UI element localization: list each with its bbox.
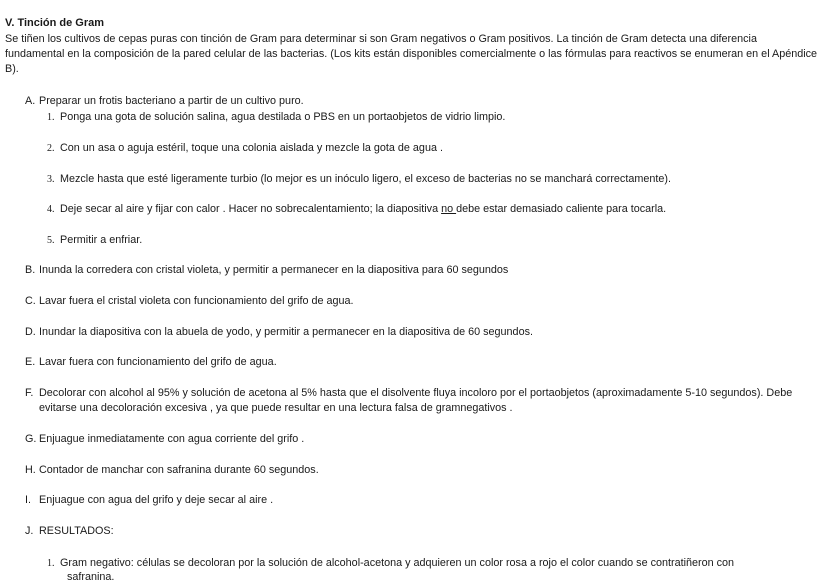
substep-5 [47, 233, 142, 248]
step-h [25, 463, 319, 478]
step-letter: G. [25, 433, 37, 445]
section-number: V. [5, 17, 15, 29]
step-text: RESULTADOS: [39, 525, 114, 537]
step-b [25, 263, 508, 278]
substep-text-before: Deje secar al aire y fijar con calor . Hacer no sobrecalentamiento; la diapositiva [60, 203, 442, 215]
step-letter: D. [25, 326, 36, 338]
substep-number: 4. [47, 204, 55, 215]
step-letter: B. [25, 264, 36, 276]
substep-3 [47, 172, 671, 187]
step-text: Inunda la corredera con cristal violeta, y permitir a permanecer en la diapositiva para 60 segundos [39, 264, 509, 276]
step-text: Lavar fuera el cristal violeta con funcionamiento del grifo de agua. [39, 295, 354, 307]
substep-text: Ponga una gota de solución salina, agua destilada o PBS en un portaobjetos de vidrio limpio. [60, 111, 506, 123]
result-number: 1. [47, 558, 55, 569]
substep-text-after: debe estar demasiado caliente para tocarla. [456, 203, 667, 215]
step-text: Decolorar con alcohol al 95% y solución de acetona al 5% hasta que el disolvente fluya incoloro por el portaobjetos (aproximadamente 5-10 segundos). Debe [39, 387, 793, 399]
step-c [25, 294, 354, 309]
step-letter: F. [25, 387, 34, 399]
result-1-continuation: safranina. [67, 571, 115, 583]
step-e [25, 355, 277, 370]
substep-text: Con un asa o aguja estéril, toque una colonia aislada y mezcle la gota de agua . [60, 142, 443, 154]
substep-4 [47, 202, 666, 217]
step-j [25, 524, 114, 539]
step-text: Preparar un frotis bacteriano a partir de un cultivo puro. [39, 95, 304, 107]
substep-text: Permitir a enfriar. [60, 234, 143, 246]
substep-number: 2. [47, 143, 55, 154]
step-text: Enjuague inmediatamente con agua corriente del grifo . [39, 433, 305, 445]
result-1 [47, 556, 734, 571]
step-letter: A. [25, 95, 36, 107]
substep-2 [47, 141, 443, 156]
substep-text-underlined: no [441, 203, 457, 215]
section-title: Tinción de Gram [17, 17, 105, 29]
substep-text: Mezcle hasta que esté ligeramente turbio (lo mejor es un inóculo ligero, el exceso de bacterias no se manchará correctamente). [60, 173, 671, 185]
step-text: Contador de manchar con safranina durante 60 segundos. [39, 464, 319, 476]
step-g [25, 432, 304, 447]
step-f-continuation: evitarse una decoloración excesiva , ya que puede resultar en una lectura falsa de gramnegativos . [39, 402, 513, 414]
step-a [25, 94, 304, 109]
step-text: Enjuague con agua del grifo y deje secar al aire . [39, 494, 274, 506]
result-text: Gram negativo: células se decoloran por la solución de alcohol-acetona y adquieren un color rosa a rojo el color cuando se contratiñeron con [60, 557, 735, 569]
step-d [25, 325, 533, 340]
substep-number: 3. [47, 174, 55, 185]
section-heading [5, 16, 104, 31]
step-letter: E. [25, 356, 36, 368]
intro-paragraph: Se tiñen los cultivos de cepas puras con tinción de Gram para determinar si son Gram negativos o Gram positivos. La tinción de Gram detecta una diferencia fundamental en la composición de la pared celular de las bacterias. (Los kits están disponibles comercialmente o las fórmulas para reactivos se enumeran en el Apéndice B). [5, 33, 818, 75]
step-letter: H. [25, 464, 36, 476]
step-letter: C. [25, 295, 36, 307]
step-letter: I. [25, 494, 31, 506]
step-text: Lavar fuera con funcionamiento del grifo de agua. [39, 356, 277, 368]
step-f [25, 386, 792, 401]
substep-number: 5. [47, 235, 55, 246]
step-letter: J. [25, 525, 34, 537]
substep-number: 1. [47, 112, 55, 123]
step-text: Inundar la diapositiva con la abuela de yodo, y permitir a permanecer en la diapositiva de 60 segundos. [39, 326, 533, 338]
step-i [25, 493, 273, 508]
substep-1 [47, 110, 505, 125]
